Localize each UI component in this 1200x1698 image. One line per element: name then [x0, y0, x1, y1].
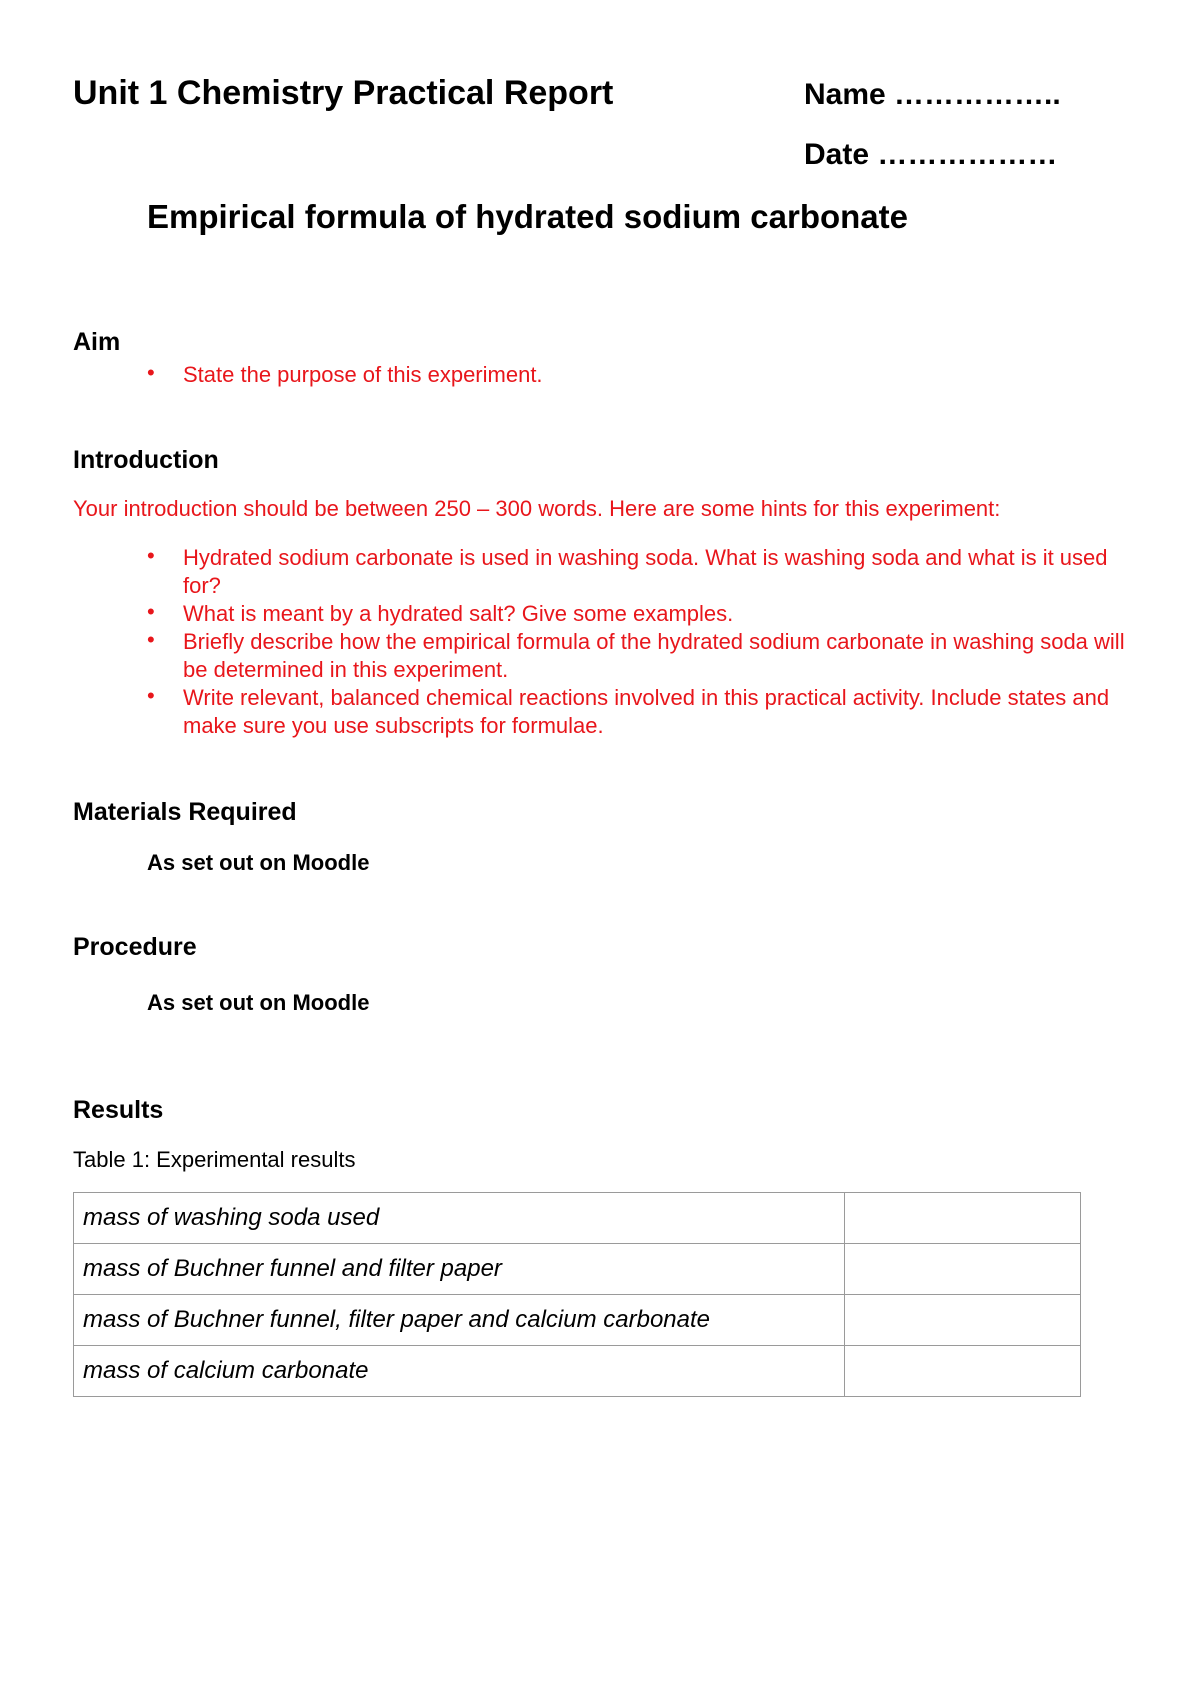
- row-value-cell[interactable]: [845, 1193, 1081, 1244]
- procedure-heading: Procedure: [73, 933, 197, 961]
- list-item: • Write relevant, balanced chemical reactions involved in this practical activity. Include states and make sure you use subscripts for formulae.: [147, 683, 1110, 738]
- name-field[interactable]: Name ……………..: [804, 78, 1061, 111]
- row-label: mass of washing soda used: [74, 1193, 845, 1244]
- introduction-heading: Introduction: [73, 446, 219, 474]
- row-value-cell[interactable]: [845, 1346, 1081, 1397]
- row-label: mass of calcium carbonate: [74, 1346, 845, 1397]
- unit-title: Unit 1 Chemistry Practical Report: [73, 74, 614, 112]
- table-row: [74, 1244, 1081, 1295]
- procedure-text: As set out on Moodle: [147, 990, 370, 1015]
- table-row: [74, 1193, 1081, 1244]
- bullet-icon: •: [147, 599, 155, 624]
- row-label: mass of Buchner funnel and filter paper: [74, 1244, 845, 1295]
- aim-heading: Aim: [73, 328, 121, 356]
- table-caption: Table 1: Experimental results: [73, 1147, 356, 1172]
- table-row: [74, 1346, 1081, 1397]
- bullet-icon: •: [147, 627, 155, 652]
- results-table: [73, 1192, 1081, 1397]
- list-item: • Hydrated sodium carbonate is used in washing soda. What is washing soda and what is it used for?: [147, 543, 1108, 598]
- introduction-bullet-list: [147, 543, 1143, 740]
- list-item: • What is meant by a hydrated salt? Give some examples.: [147, 599, 734, 626]
- bullet-icon: •: [147, 543, 155, 568]
- date-field[interactable]: Date ………………: [804, 138, 1058, 171]
- row-value-cell[interactable]: [845, 1244, 1081, 1295]
- materials-text: As set out on Moodle: [147, 850, 370, 875]
- list-item: • Briefly describe how the empirical formula of the hydrated sodium carbonate in washing soda will be determined in this experiment.: [147, 627, 1125, 682]
- row-value-cell[interactable]: [845, 1295, 1081, 1346]
- table-row: [74, 1295, 1081, 1346]
- row-label: mass of Buchner funnel, filter paper and calcium carbonate: [74, 1295, 845, 1346]
- page-title: Empirical formula of hydrated sodium carbonate: [147, 198, 908, 235]
- materials-heading: Materials Required: [73, 798, 297, 826]
- bullet-icon: •: [147, 360, 155, 385]
- aim-bullet-list: [147, 360, 1143, 389]
- list-item: • State the purpose of this experiment.: [147, 360, 543, 387]
- bullet-icon: •: [147, 683, 155, 708]
- results-heading: Results: [73, 1096, 164, 1124]
- introduction-instruction: Your introduction should be between 250 – 300 words. Here are some hints for this experiment:: [73, 496, 1001, 521]
